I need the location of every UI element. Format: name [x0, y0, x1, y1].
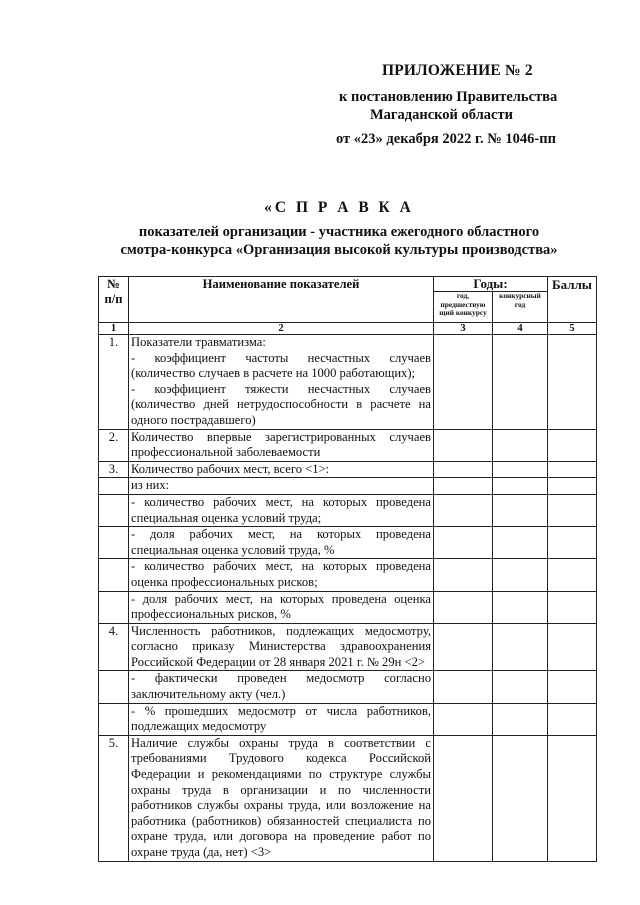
value-prev-year: [434, 478, 493, 495]
value-points: [548, 478, 597, 495]
indicator-text-line: - фактически проведен медосмотр согласно заключительному акту (чел.): [131, 671, 431, 702]
indicator-name: [129, 623, 434, 671]
indicator-name: [129, 494, 434, 526]
document-subtitle-line2: смотра-конкурса «Организация высокой культуры производства»: [120, 242, 558, 258]
value-prev-year: [434, 559, 493, 591]
indicator-name: [129, 591, 434, 623]
value-contest-year: [493, 623, 548, 671]
header-name: Наименование показателей: [129, 277, 434, 323]
value-contest-year: [493, 335, 548, 430]
indicator-text-line: - % прошедших медосмотр от числа работников, подлежащих медосмотру: [131, 703, 431, 734]
table-row: [99, 623, 597, 671]
value-prev-year: [434, 461, 493, 478]
value-points: [548, 591, 597, 623]
decree-reference-line1: к постановлению Правительства: [339, 89, 558, 105]
table-row: [99, 478, 597, 495]
indicator-name: [129, 527, 434, 559]
index-cell: 2: [129, 323, 434, 335]
value-contest-year: [493, 671, 548, 703]
row-number: 1.: [99, 335, 129, 430]
value-prev-year: [434, 735, 493, 861]
indicators-table: [98, 276, 597, 862]
value-points: [548, 494, 597, 526]
value-points: [548, 461, 597, 478]
document-subtitle: [0, 223, 640, 259]
document-subtitle-line1: показателей организации - участника ежегодного областного: [138, 224, 540, 240]
row-number: 4.: [99, 623, 129, 671]
value-contest-year: [493, 735, 548, 861]
indicator-name: [129, 703, 434, 735]
row-number: [99, 591, 129, 623]
indicator-name: [129, 429, 434, 461]
document-title: «С П Р А В К А: [264, 199, 414, 216]
value-contest-year: [493, 461, 548, 478]
indicator-text-line: Количество рабочих мест, всего <1>:: [131, 461, 330, 476]
value-points: [548, 559, 597, 591]
table-row: [99, 429, 597, 461]
row-number: [99, 703, 129, 735]
row-number: [99, 478, 129, 495]
header-num: № п/п: [99, 277, 129, 323]
value-prev-year: [434, 527, 493, 559]
indicator-text-line: Показатели травматизма:: [131, 335, 266, 349]
value-prev-year: [434, 703, 493, 735]
value-contest-year: [493, 527, 548, 559]
table-index-row: [99, 323, 597, 335]
value-points: [548, 335, 597, 430]
decree-reference-line2: Магаданской области: [370, 107, 513, 123]
value-contest-year: [493, 494, 548, 526]
header-year-contest: конкурсный год: [493, 292, 548, 323]
table-row: [99, 735, 597, 861]
row-number: 3.: [99, 461, 129, 478]
value-contest-year: [493, 559, 548, 591]
value-prev-year: [434, 591, 493, 623]
indicator-name: [129, 559, 434, 591]
table-row: [99, 527, 597, 559]
value-points: [548, 527, 597, 559]
row-number: 2.: [99, 429, 129, 461]
table-row: [99, 335, 597, 430]
decree-date-number: от «23» декабря 2022 г. № 1046-пп: [336, 131, 556, 147]
value-points: [548, 429, 597, 461]
indicator-text-line: - доля рабочих мест, на которых проведена оценка профессиональных рисков, %: [131, 591, 431, 622]
table-header-row: [99, 277, 597, 292]
value-points: [548, 623, 597, 671]
indicator-text-line: - количество рабочих мест, на которых проведена специальная оценка условий труда;: [131, 494, 431, 525]
indicator-text-line: Численность работников, подлежащих медосмотру, согласно приказу Министерства здравоохранения Российской Федерации от 28 января 2021 г. № 29н <2>: [131, 623, 431, 669]
row-number: [99, 527, 129, 559]
header-points: Баллы: [548, 277, 597, 323]
table-row: [99, 671, 597, 703]
indicator-name: [129, 461, 434, 478]
value-prev-year: [434, 494, 493, 526]
table-body: [99, 335, 597, 862]
row-number: [99, 671, 129, 703]
indicator-name: [129, 335, 434, 430]
row-number: [99, 559, 129, 591]
value-contest-year: [493, 478, 548, 495]
table-row: [99, 703, 597, 735]
table-row: [99, 494, 597, 526]
value-points: [548, 735, 597, 861]
value-points: [548, 671, 597, 703]
indicator-text-line: из них:: [131, 478, 170, 493]
indicator-name: [129, 478, 434, 495]
indicator-name: [129, 735, 434, 861]
value-prev-year: [434, 335, 493, 430]
indicator-text-line: - коэффициент частоты несчастных случаев (количество случаев в расчете на 1000 работающих);: [131, 350, 431, 381]
indicator-name: [129, 671, 434, 703]
appendix-title: ПРИЛОЖЕНИЕ № 2: [382, 62, 533, 79]
table-row: [99, 461, 597, 478]
row-number: 5.: [99, 735, 129, 861]
index-cell: 3: [434, 323, 493, 335]
header-year-prev: год, предшествую щий конкурсу: [434, 292, 493, 323]
index-cell: 5: [548, 323, 597, 335]
indicator-text-line: - доля рабочих мест, на которых проведена специальная оценка условий труда, %: [131, 527, 431, 557]
table-row: [99, 559, 597, 591]
value-prev-year: [434, 671, 493, 703]
value-contest-year: [493, 703, 548, 735]
value-contest-year: [493, 429, 548, 461]
index-cell: 1: [99, 323, 129, 335]
index-cell: 4: [493, 323, 548, 335]
row-number: [99, 494, 129, 526]
value-points: [548, 703, 597, 735]
indicator-text-line: Наличие службы охраны труда в соответствии с требованиями Трудового кодекса Российской Федерации и рекомендациями по структуре службы охраны труда в организации и по численности работников службы охраны труда, или возложение на работника (работников) обязанностей специалиста по охране труда, или договора на проведение работ по охране труда (да, нет) <3>: [131, 735, 431, 859]
indicator-text-line: Количество впервые зарегистрированных случаев профессиональной заболеваемости: [131, 429, 431, 460]
value-prev-year: [434, 429, 493, 461]
indicator-text-line: - количество рабочих мест, на которых проведена оценка профессиональных рисков;: [131, 559, 431, 589]
indicator-text-line: - коэффициент тяжести несчастных случаев (количество дней нетрудоспособности в расчете на одного пострадавшего): [131, 381, 431, 427]
value-prev-year: [434, 623, 493, 671]
value-contest-year: [493, 591, 548, 623]
header-years: Годы:: [434, 277, 548, 292]
table-row: [99, 591, 597, 623]
